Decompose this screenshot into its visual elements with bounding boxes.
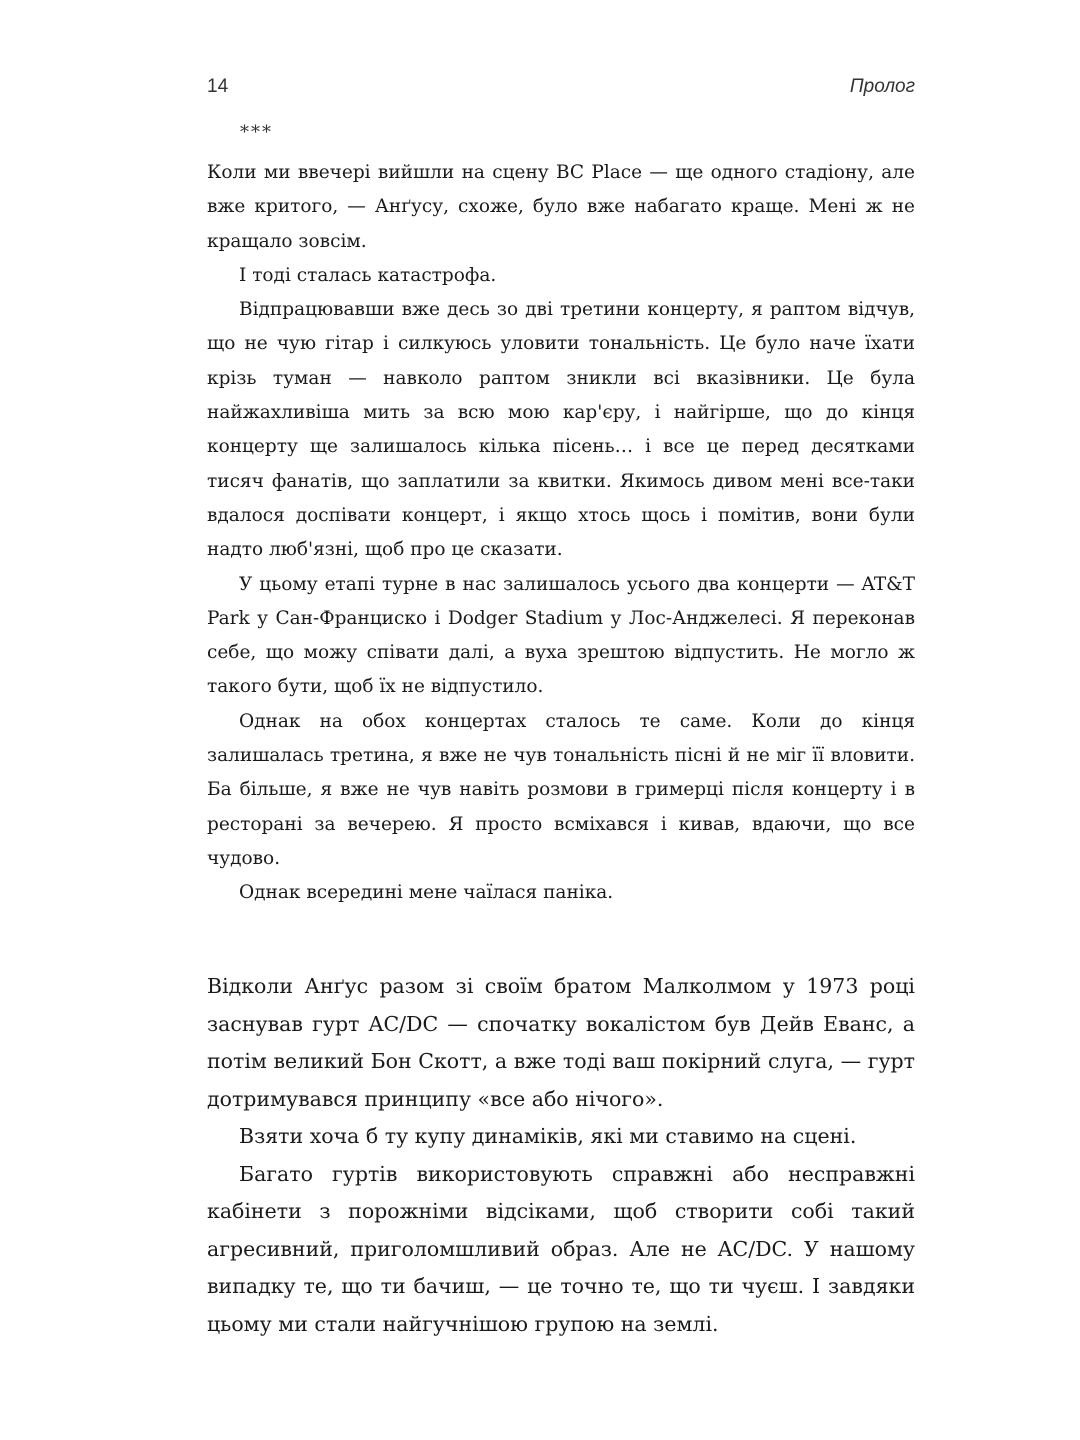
paragraph: Відпрацювавши вже десь зо дві третини концерту, я раптом відчув, що не чую гітар і силкуюсь уловити тональність. Це було наче їхати крізь туман — навколо раптом зникли всі вказівники. Це була найжахливіша мить за всю мою кар'єру, і найгірше, що до кінця концерту ще залишалось кілька пісень… і все це перед десятками тисяч фанатів, що заплатили за квитки. Якимось дивом мені все-таки вдалося доспівати концерт, і якщо хтось щось і помітив, вони були надто люб'язні, щоб про це сказати. bbox=[207, 299, 915, 561]
paragraph: Багато гуртів використовують справжні або несправжні кабінети з порожніми відсіками, щоб створити собі такий агресивний, приголомшливий образ. Але не AC/DC. У нашому випадку те, що ти бачиш, — це точно те, що ти чуєш. І завдяки цьому ми стали найгучнішою групою на землі. bbox=[207, 1161, 915, 1336]
text-section-2 bbox=[207, 968, 915, 1343]
paragraph: Коли ми ввечері вийшли на сцену BC Place — ще одного стадіону, але вже критого, — Анґусу, схоже, було вже набагато краще. Мені ж не кращало зовсім. bbox=[207, 162, 915, 252]
page-number: 14 bbox=[207, 76, 229, 97]
running-header bbox=[207, 76, 915, 106]
paragraph: Однак на обох концертах сталось те саме. Коли до кінця залишалась третина, я вже не чув тональність пісні й не міг її вловити. Ба більше, я вже не чув навіть розмови в гримерці після концерту і в ресторані за вечерею. Я просто всміхався і кивав, вдаючи, що все чудово. bbox=[207, 710, 915, 869]
text-section-1 bbox=[207, 156, 915, 911]
paragraph: Однак всередині мене чаїлася паніка. bbox=[239, 882, 614, 904]
paragraph: І тоді сталась катастрофа. bbox=[239, 264, 497, 286]
paragraph: Взяти хоча б ту купу динаміків, які ми ставимо на сцені. bbox=[239, 1124, 857, 1148]
section-title: Пролог bbox=[849, 76, 915, 97]
paragraph: У цьому етапі турне в нас залишалось усього два концерти — AT&T Park у Сан-Франциско і Dodger Stadium у Лос-Анджелесі. Я переконав себе, що можу співати далі, а вуха зрештою відпустить. Не могло ж такого бути, щоб їх не відпустило. bbox=[207, 573, 915, 698]
section-break-ornament: *** bbox=[240, 122, 273, 143]
paragraph: Відколи Анґус разом зі своїм братом Малколмом у 1973 році заснував гурт AC/DC — спочатку вокалістом був Дейв Еванс, а потім великий Бон Скотт, а вже тоді ваш покірний слуга, — гурт дотримувався принципу «все або нічого». bbox=[207, 974, 915, 1111]
